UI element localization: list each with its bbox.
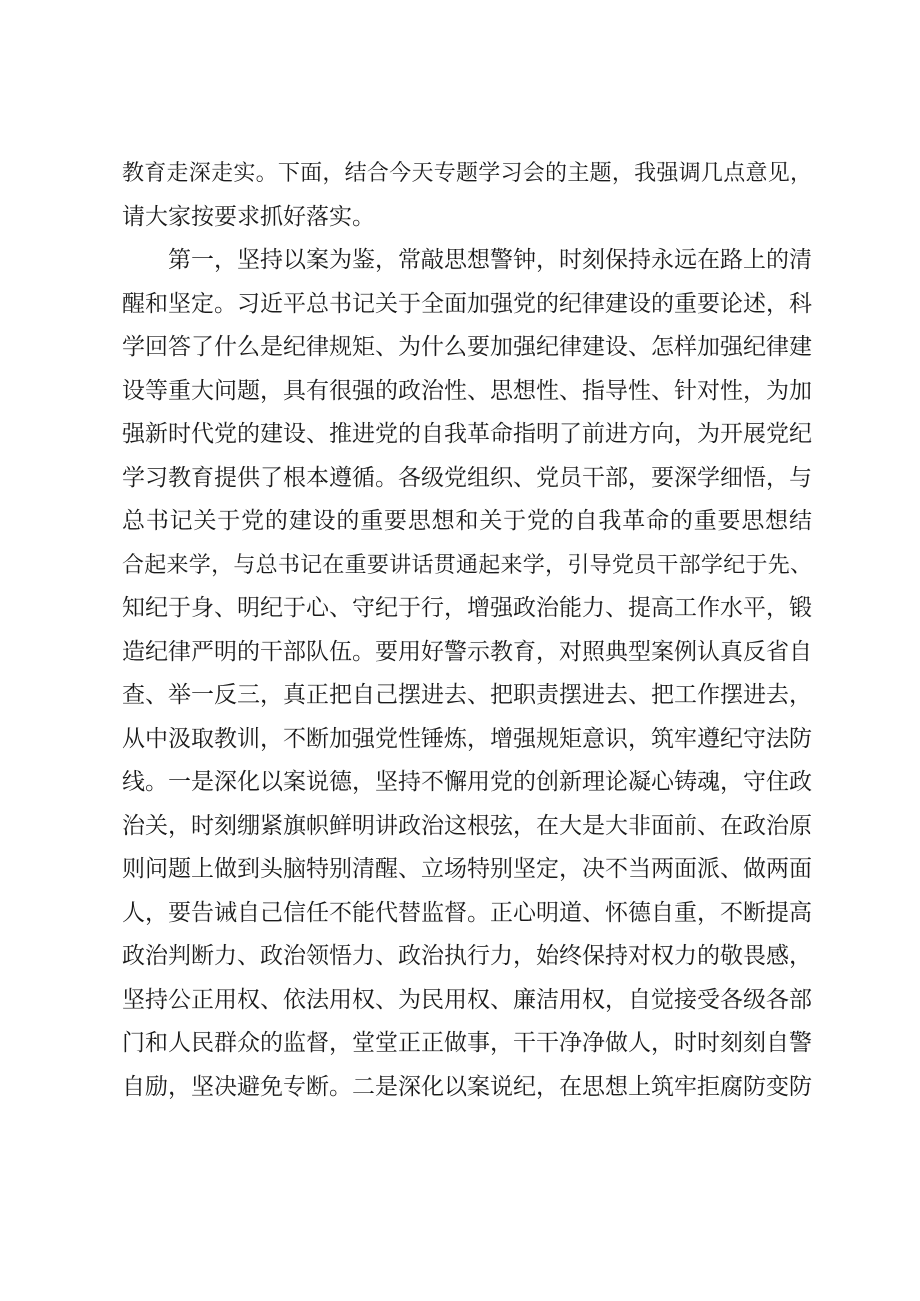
text-line: 人，要告诫自己信任不能代替监督。正心明道、怀德自重，不断提高 <box>122 899 812 926</box>
text-line: 线。一是深化以案说德，坚持不懈用党的创新理论凝心铸魂，守住政 <box>122 769 812 795</box>
text-line: 则问题上做到头脑特别清醒、立场特别坚定，决不当两面派、做两面 <box>122 856 812 882</box>
text-line: 坚持公正用权、依法用权、为民用权、廉洁用权，自觉接受各级各部 <box>122 986 812 1013</box>
text-line: 强新时代党的建设、推进党的自我革命指明了前进方向，为开展党纪 <box>122 421 812 447</box>
text-line: 知纪于身、明纪于心、守纪于行，增强政治能力、提高工作水平，锻 <box>122 595 812 621</box>
text-line: 教育走深走实。下面，结合今天专题学习会的主题，我强调几点意见， <box>122 161 812 186</box>
text-line: 第一，坚持以案为鉴，常敲思想警钟，时刻保持永远在路上的清 <box>168 247 812 273</box>
text-line: 造纪律严明的干部队伍。要用好警示教育，对照典型案例认真反省自 <box>122 638 812 665</box>
text-line: 从中汲取教训，不断加强党性锤炼，增强规矩意识，筑牢遵纪守法防 <box>122 725 812 752</box>
body-text <box>122 152 812 1109</box>
text-line: 门和人民群众的监督，堂堂正正做事，干干净净做人，时时刻刻自警 <box>122 1030 812 1056</box>
text-line: 自励，坚决避免专断。二是深化以案说纪，在思想上筑牢拒腐防变防 <box>122 1073 812 1100</box>
text-line: 治关，时刻绷紧旗帜鲜明讲政治这根弦，在大是大非面前、在政治原 <box>122 812 812 839</box>
text-line: 总书记关于党的建设的重要思想和关于党的自我革命的重要思想结 <box>122 508 812 534</box>
text-line: 醒和坚定。习近平总书记关于全面加强党的纪律建设的重要论述，科 <box>122 290 812 317</box>
text-line: 请大家按要求抓好落实。 <box>122 203 375 230</box>
text-line: 学回答了什么是纪律规矩、为什么要加强纪律建设、怎样加强纪律建 <box>122 334 812 360</box>
text-line: 设等重大问题，具有很强的政治性、思想性、指导性、针对性，为加 <box>122 377 812 404</box>
text-line: 学习教育提供了根本遵循。各级党组织、党员干部，要深学细悟，与 <box>122 464 812 491</box>
text-line: 查、举一反三，真正把自己摆进去、把职责摆进去、把工作摆进去， <box>122 682 812 708</box>
text-line: 合起来学，与总书记在重要讲话贯通起来学，引导党员干部学纪于先、 <box>122 552 812 578</box>
text-line: 政治判断力、政治领悟力、政治执行力，始终保持对权力的敬畏感， <box>122 943 812 969</box>
